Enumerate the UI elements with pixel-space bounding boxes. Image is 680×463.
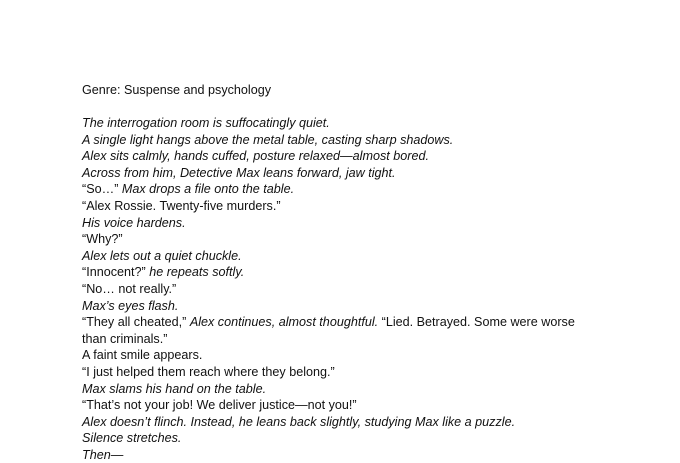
story-line bbox=[82, 198, 602, 215]
story-line bbox=[82, 165, 602, 182]
story-line bbox=[82, 215, 602, 232]
narration-text: he repeats softly. bbox=[149, 265, 245, 280]
narration-text: Across from him, Detective Max leans forward, jaw tight. bbox=[82, 165, 396, 180]
narration-text: The interrogation room is suffocatingly quiet. bbox=[82, 116, 330, 130]
narration-text: Max’s eyes flash. bbox=[82, 298, 179, 313]
story-line bbox=[82, 298, 602, 315]
narration-text: Alex doesn’t flinch. Instead, he leans back slightly, studying Max like a puzzle. bbox=[82, 414, 516, 429]
dialogue-text: “Innocent?” bbox=[82, 265, 150, 280]
narration-text: Max slams his hand on the table. bbox=[82, 381, 267, 396]
story-line bbox=[82, 181, 602, 198]
dialogue-text: than criminals.” bbox=[82, 331, 168, 346]
story-line bbox=[82, 314, 602, 331]
story-line bbox=[82, 248, 602, 265]
narration-text: Silence stretches. bbox=[82, 431, 182, 446]
story-line bbox=[82, 447, 602, 463]
dialogue-text: “Lied. Betrayed. Some were worse bbox=[378, 315, 575, 330]
dialogue-text: “Why?” bbox=[82, 232, 123, 247]
genre-line: Genre: Suspense and psychology bbox=[82, 83, 272, 97]
story-line bbox=[82, 148, 602, 165]
dialogue-text: “So…” bbox=[82, 182, 122, 197]
narration-text: Alex continues, almost thoughtful. bbox=[189, 315, 379, 330]
story-line bbox=[82, 364, 602, 381]
dialogue-text: “I just helped them reach where they belong.” bbox=[82, 364, 335, 379]
story-line bbox=[82, 397, 602, 414]
story-line bbox=[82, 115, 602, 132]
dialogue-text: “They all cheated,” bbox=[82, 315, 190, 330]
dialogue-text: A faint smile appears. bbox=[82, 348, 203, 363]
story-line bbox=[82, 264, 602, 281]
narration-text: A single light hangs above the metal table, casting sharp shadows. bbox=[82, 132, 454, 147]
story-line bbox=[82, 414, 602, 431]
story-line bbox=[82, 132, 602, 149]
story-line bbox=[82, 281, 602, 298]
story-line bbox=[82, 331, 602, 348]
dialogue-text: “Alex Rossie. Twenty-five murders.” bbox=[82, 198, 281, 213]
narration-text: Then— bbox=[82, 447, 124, 462]
story-line bbox=[82, 347, 602, 364]
narration-text: Alex lets out a quiet chuckle. bbox=[82, 248, 242, 263]
story-line bbox=[82, 430, 602, 447]
dialogue-text: “That’s not your job! We deliver justice—not you!” bbox=[82, 398, 357, 413]
narration-text: His voice hardens. bbox=[82, 215, 186, 230]
narration-text: Alex sits calmly, hands cuffed, posture relaxed—almost bored. bbox=[82, 149, 429, 164]
narration-text: Max drops a file onto the table. bbox=[121, 182, 295, 197]
story-line bbox=[82, 231, 602, 248]
story-text bbox=[82, 115, 602, 463]
dialogue-text: “No… not really.” bbox=[82, 281, 177, 296]
story-line bbox=[82, 381, 602, 398]
